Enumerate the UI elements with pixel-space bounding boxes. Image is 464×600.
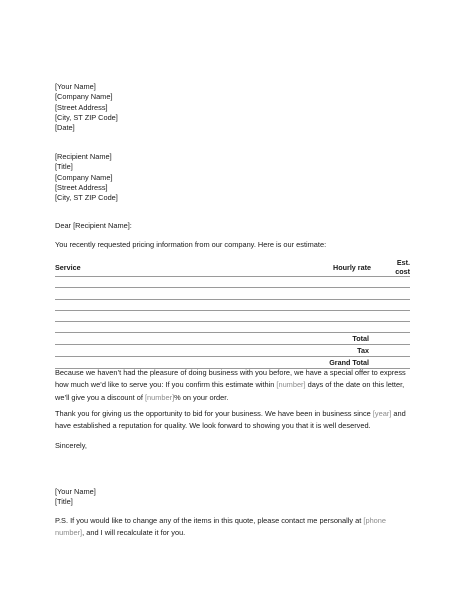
sender-street: [Street Address] [55,102,108,112]
closing: Sincerely, [55,441,87,450]
sender-address-block [55,82,118,133]
intro-paragraph: You recently requested pricing information from our company. Here is our estimate: [55,240,327,249]
offer-text-2: days of the date on this letter, we’ll give you a discount of [55,380,405,402]
thanks-text-1: Thank you for giving us the opportunity to bid for your business. We have been in business since [55,409,373,418]
thanks-text-2: and have established a reputation for quality. We look forward to showing you that it is well deserved. [55,409,406,431]
hourly-rate-header: Hourly rate [333,262,371,272]
days-placeholder: [number] [276,380,306,390]
tax-label: Tax [311,345,371,357]
phone-placeholder: [phone number] [55,516,387,538]
discount-placeholder: [number] [144,392,175,402]
sender-city: [City, ST ZIP Code] [55,112,118,122]
signature-title: [Title] [55,497,73,507]
thanks-paragraph [55,408,415,433]
ps-text-1: P.S. If you would like to change any of the items in this quote, please contact me personally at [55,516,364,525]
year-placeholder: [year] [372,409,392,418]
estimate-header-row [55,258,410,277]
ps-paragraph [55,515,415,540]
recipient-name: [Recipient Name] [55,152,112,161]
sender-company: [Company Name] [55,92,113,102]
sender-name: [Your Name] [55,82,96,91]
recipient-company: [Company Name] [55,172,113,182]
recipient-title: [Title] [55,162,73,172]
est-cost-header: Est. cost [395,258,410,276]
estimate-table [55,258,410,369]
offer-text-1: Because we haven’t had the pleasure of doing business with you before, we have a special offer to express how much we’d like to serve you: If you confirm this estimate within [55,368,406,390]
recipient-city: [City, ST ZIP Code] [55,193,118,203]
total-label: Total [311,333,371,345]
table-row [55,310,410,321]
grand-total-label: Grand Total [311,357,371,369]
recipient-street: [Street Address] [55,182,108,192]
total-row [55,333,410,345]
offer-text-3: % on your order. [174,392,229,402]
tax-row [55,345,410,357]
salutation: Dear [Recipient Name]: [55,221,132,230]
table-row [55,299,410,310]
table-row [55,288,410,299]
table-row [55,277,410,288]
table-row [55,322,410,333]
letter-date: [Date] [55,123,75,133]
signature-name: [Your Name] [55,487,96,496]
recipient-address-block [55,152,118,203]
offer-paragraph [55,367,415,404]
service-header: Service [55,262,81,272]
signature-block [55,487,96,508]
ps-text-2: , and I will recalculate it for you. [82,528,186,538]
